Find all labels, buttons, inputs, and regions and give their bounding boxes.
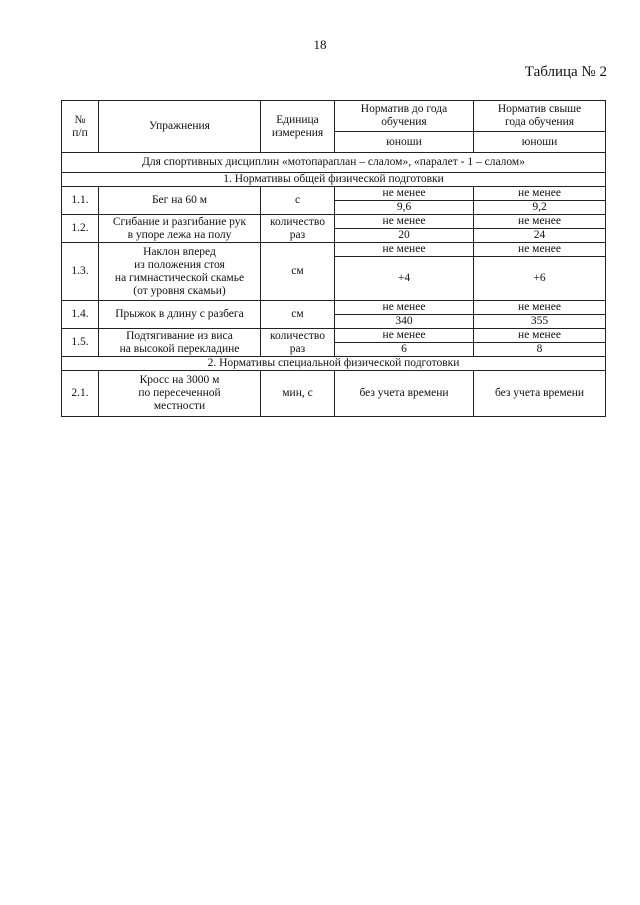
row-label-after: не менее	[474, 243, 606, 257]
row-num: 1.4.	[62, 301, 99, 329]
row-exercise: Прыжок в длину с разбега	[99, 301, 261, 329]
table-row	[62, 215, 606, 229]
section-heading-row	[62, 173, 606, 187]
row-value-after: +6	[474, 257, 606, 301]
header-norm-before: Норматив до года обучения	[335, 101, 474, 132]
section1-heading: 1. Нормативы общей физической подготовки	[62, 173, 606, 187]
header-row	[62, 101, 606, 132]
row-value-after: 8	[474, 343, 606, 357]
table-row	[62, 329, 606, 343]
row-exercise: Бег на 60 м	[99, 187, 261, 215]
header-sub-after: юноши	[474, 132, 606, 153]
header-num: № п/п	[62, 101, 99, 153]
header-sub-before: юноши	[335, 132, 474, 153]
row-value-after: 355	[474, 315, 606, 329]
table-caption: Таблица № 2	[524, 64, 607, 80]
row-value-after: 9,2	[474, 201, 606, 215]
row-num: 1.1.	[62, 187, 99, 215]
row-num: 2.1.	[62, 371, 99, 417]
row-value-before: без учета времени	[335, 371, 474, 417]
row-exercise: Наклон вперед из положения стоя на гимнастической скамье (от уровня скамьи)	[99, 243, 261, 301]
table-row	[62, 301, 606, 315]
row-value-before: 9,6	[335, 201, 474, 215]
table-row	[62, 243, 606, 257]
row-label-before: не менее	[335, 243, 474, 257]
row-unit: с	[261, 187, 335, 215]
row-label-after: не менее	[474, 301, 606, 315]
row-label-after: не менее	[474, 215, 606, 229]
row-exercise: Сгибание и разгибание рук в упоре лежа на полу	[99, 215, 261, 243]
row-num: 1.2.	[62, 215, 99, 243]
row-unit: количество раз	[261, 215, 335, 243]
row-unit: см	[261, 301, 335, 329]
table-row	[62, 187, 606, 201]
section2-heading: 2. Нормативы специальной физической подготовки	[62, 357, 606, 371]
row-label-before: не менее	[335, 187, 474, 201]
row-unit: мин, с	[261, 371, 335, 417]
row-label-before: не менее	[335, 215, 474, 229]
section-heading-row	[62, 357, 606, 371]
row-value-before: +4	[335, 257, 474, 301]
page-number: 18	[313, 37, 327, 52]
row-exercise: Кросс на 3000 м по пересеченной местности	[99, 371, 261, 417]
row-value-after: 24	[474, 229, 606, 243]
row-label-before: не менее	[335, 329, 474, 343]
discipline-cell: Для спортивных дисциплин «мотопараплан – слалом», «паралет - 1 – слалом»	[62, 153, 606, 173]
header-norm-after: Норматив свыше года обучения	[474, 101, 606, 132]
row-num: 1.5.	[62, 329, 99, 357]
row-unit: количество раз	[261, 329, 335, 357]
table-row	[62, 371, 606, 417]
header-exercise: Упражнения	[99, 101, 261, 153]
row-exercise: Подтягивание из виса на высокой перекладине	[99, 329, 261, 357]
norms-table	[61, 100, 606, 417]
row-value-before: 6	[335, 343, 474, 357]
header-unit: Единица измерения	[261, 101, 335, 153]
row-label-before: не менее	[335, 301, 474, 315]
row-unit: см	[261, 243, 335, 301]
row-label-after: не менее	[474, 329, 606, 343]
row-value-before: 20	[335, 229, 474, 243]
row-value-after: без учета времени	[474, 371, 606, 417]
row-label-after: не менее	[474, 187, 606, 201]
row-num: 1.3.	[62, 243, 99, 301]
row-value-before: 340	[335, 315, 474, 329]
discipline-row	[62, 153, 606, 173]
